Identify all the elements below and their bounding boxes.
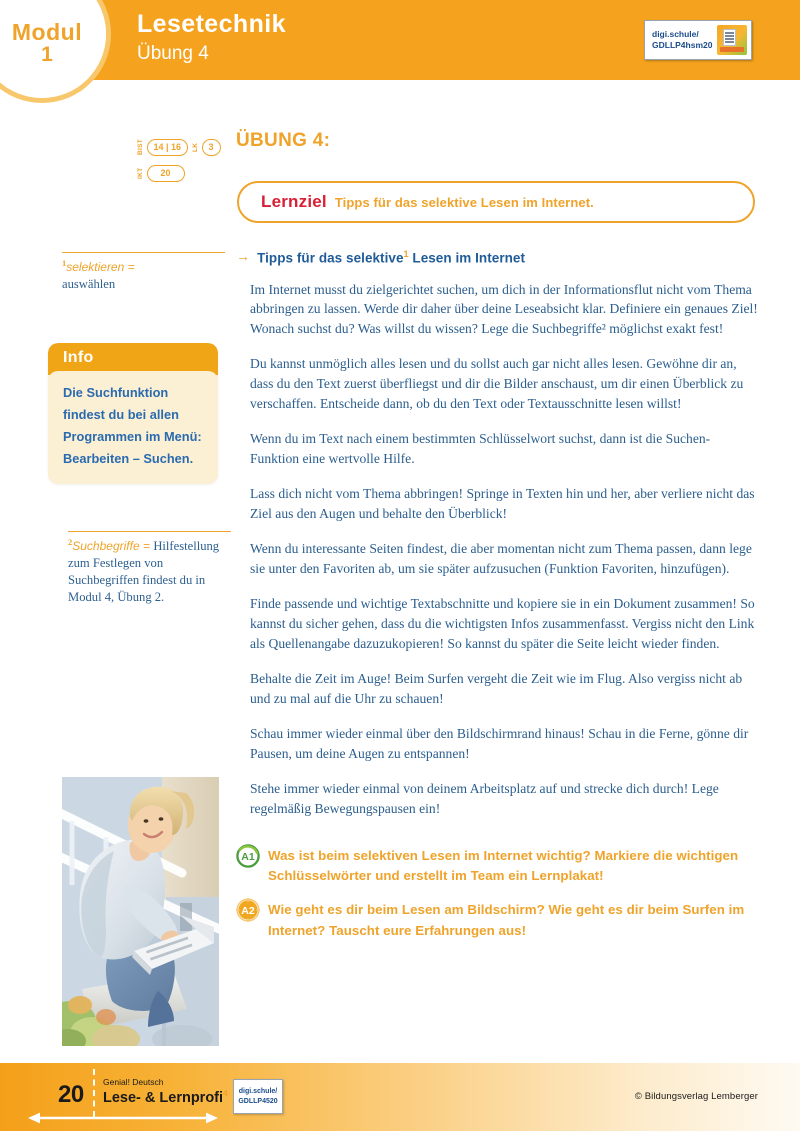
badge-value-ikt: 20 xyxy=(147,165,185,181)
body-paragraph: Wenn du interessante Seiten findest, die aber momentan nicht zum Thema passen, dann lege sie unter den Favoriten ab, um sie später aufzusuchen (Funktion Favoriten, hinzufügen). xyxy=(250,541,752,577)
document-icon-band xyxy=(720,47,744,52)
document-icon xyxy=(717,25,747,55)
footer-brand-series: Genial! Deutsch xyxy=(103,1077,164,1087)
footer-qr-code-text xyxy=(238,1087,277,1105)
badge-tag-bist: BIST xyxy=(137,139,144,156)
badge-value-bist: 14 | 16 xyxy=(147,139,189,155)
badge-value-lk: 3 xyxy=(202,139,221,155)
photo-girl-with-laptop xyxy=(62,777,219,1046)
section-heading-footnote-marker: 1 xyxy=(403,249,409,259)
task-badge-a1-icon xyxy=(236,844,260,868)
task-text: Wie geht es dir beim Lesen am Bildschirm? Wie geht es dir beim Surfen im Internet? Tauscht eure Erfahrungen aus! xyxy=(268,902,745,938)
meta-badges xyxy=(138,139,234,191)
section-heading-part2: Lesen im Internet xyxy=(408,250,526,266)
header-band-shadow xyxy=(0,74,800,80)
footnote-1-equals: = xyxy=(124,260,135,275)
footnote-2-term: Suchbegriffe xyxy=(72,539,140,554)
body-paragraph: Wenn du im Text nach einem bestimmten Schlüsselwort suchst, dann ist die Suchen-Funktion eine wertvolle Hilfe. xyxy=(250,431,711,467)
footnote-2-definition: Hilfestellung zum Festlegen von Suchbegriffen findest du in Modul 4, Übung 2. xyxy=(68,539,220,604)
lernziel-label: Lernziel xyxy=(261,192,327,211)
footnote-1-term: selektieren xyxy=(66,260,125,275)
footnote-2-equals: = xyxy=(139,539,154,554)
lernziel-box xyxy=(237,181,755,223)
body-paragraph: Stehe immer wieder einmal von deinem Arbeitsplatz auf und strecke dich durch! Lege regelmäßig Bewegungspausen ein! xyxy=(250,780,719,816)
footer-qr-line2: GDLLP4520 xyxy=(238,1097,278,1105)
double-arrow-icon xyxy=(28,1111,218,1123)
sidebar-footnote-2 xyxy=(68,531,231,606)
footer-divider xyxy=(93,1069,95,1117)
body-paragraph: Du kannst unmöglich alles lesen und du sollst auch gar nicht alles lesen. Gewöhne dir an, dass du den Text zuerst überfliegst und dir die Bilder anschaust, um dir einen Überblick zu verschaffen. Entscheide dann, ob du den Text oder Textausschnitte lesen willst! xyxy=(250,356,744,412)
footer-brand-title-wrap xyxy=(103,1088,228,1107)
badge-row-bist-lk xyxy=(138,139,234,156)
module-number: 1 xyxy=(41,43,53,67)
arrow-right-icon: → xyxy=(236,248,251,264)
footnote-2-marker: 2 xyxy=(68,537,73,547)
page-number: 20 xyxy=(58,1081,84,1108)
header-qr-code-text xyxy=(649,29,717,51)
main-content xyxy=(236,249,758,819)
info-box xyxy=(48,343,218,484)
badge-tag-lk: LK xyxy=(192,142,200,153)
info-box-body: Die Suchfunktion findest du bei allen Programmen im Menü: Bearbeiten – Suchen. xyxy=(48,371,218,484)
body-paragraph: Lass dich nicht vom Thema abbringen! Springe in Texten hin und her, aber verliere nicht das Ziel aus den Augen und behalte den Überblick! xyxy=(250,486,755,522)
badge-tag-ikt: IKT xyxy=(137,167,144,180)
badge-row-ikt xyxy=(138,165,234,182)
body-paragraph: Behalte die Zeit im Auge! Beim Surfen vergeht die Zeit wie im Flug. Also vergiss nicht ab und zu mal auf die Uhr zu schauen! xyxy=(250,671,743,706)
module-badge xyxy=(0,0,106,98)
task-item xyxy=(236,845,760,886)
body-paragraph: Im Internet musst du zielgerichtet suchen, um dich in der Informationsflut nicht vom Thema abbringen zu lassen. Werde dir daher über deine Leseabsicht klar. Definiere ein genaues Ziel! Wonach suchst du? Was willst du wissen? Lege die Suchbegriffe² möglichst exakt fest! xyxy=(250,281,758,337)
footnote-1-definition: auswählen xyxy=(62,277,116,292)
page-subtitle: Übung 4 xyxy=(137,42,209,64)
page-footer xyxy=(0,1063,800,1131)
section-heading-part1: Tipps für das selektive xyxy=(257,250,404,266)
footer-qr-code-link[interactable] xyxy=(233,1079,283,1114)
header-qr-line2: GDLLP4hsm20 xyxy=(652,40,713,50)
footer-brand xyxy=(103,1077,228,1107)
section-heading xyxy=(236,249,758,266)
header-qr-code-link[interactable] xyxy=(644,20,752,60)
footer-qr-line1: digi.schule/ xyxy=(238,1088,278,1096)
body-paragraph: Finde passende und wichtige Textabschnitte und kopiere sie in ein Dokument zusammen! So kannst du sicher gehen, dass du die wichtigsten Infos zusammenfasst. Vergiss nicht den Link als Quellenangabe dazuzukopieren! So kannst du später die Seite leicht wieder finden. xyxy=(250,596,755,652)
module-word: Modul xyxy=(11,19,83,46)
task-text: Was ist beim selektiven Lesen im Internet wichtig? Markiere die wichtigen Schlüsselwörter und erstellt im Team ein Lernplakat! xyxy=(268,848,739,884)
page-title: Lesetechnik xyxy=(137,10,286,38)
info-box-heading: Info xyxy=(48,343,218,375)
footer-brand-title: Lese- & Lernprofi xyxy=(103,1090,224,1107)
task-badge-a2-icon xyxy=(236,898,260,922)
task-item xyxy=(236,899,760,940)
footnote-1-marker: 1 xyxy=(62,258,67,268)
header-titles xyxy=(137,11,286,65)
copyright-notice: © Bildungsverlag Lemberger xyxy=(634,1091,758,1102)
tasks-list xyxy=(236,845,760,954)
body-paragraph: Schau immer wieder einmal über den Bildschirmrand hinaus! Schau in die Ferne, gönne dir Pausen, um deine Augen zu entspannen! xyxy=(250,725,749,761)
header-qr-line1: digi.schule/ xyxy=(652,29,699,40)
exercise-title: ÜBUNG 4: xyxy=(236,130,331,151)
lernziel-text: Tipps für das selektive Lesen im Internet. xyxy=(334,194,594,210)
footer-brand-edition: 4 xyxy=(223,1088,228,1099)
task-badge-a1-label: A1 xyxy=(241,851,255,864)
sidebar-footnote-1 xyxy=(62,252,225,293)
task-badge-a2-label: A2 xyxy=(241,905,255,918)
